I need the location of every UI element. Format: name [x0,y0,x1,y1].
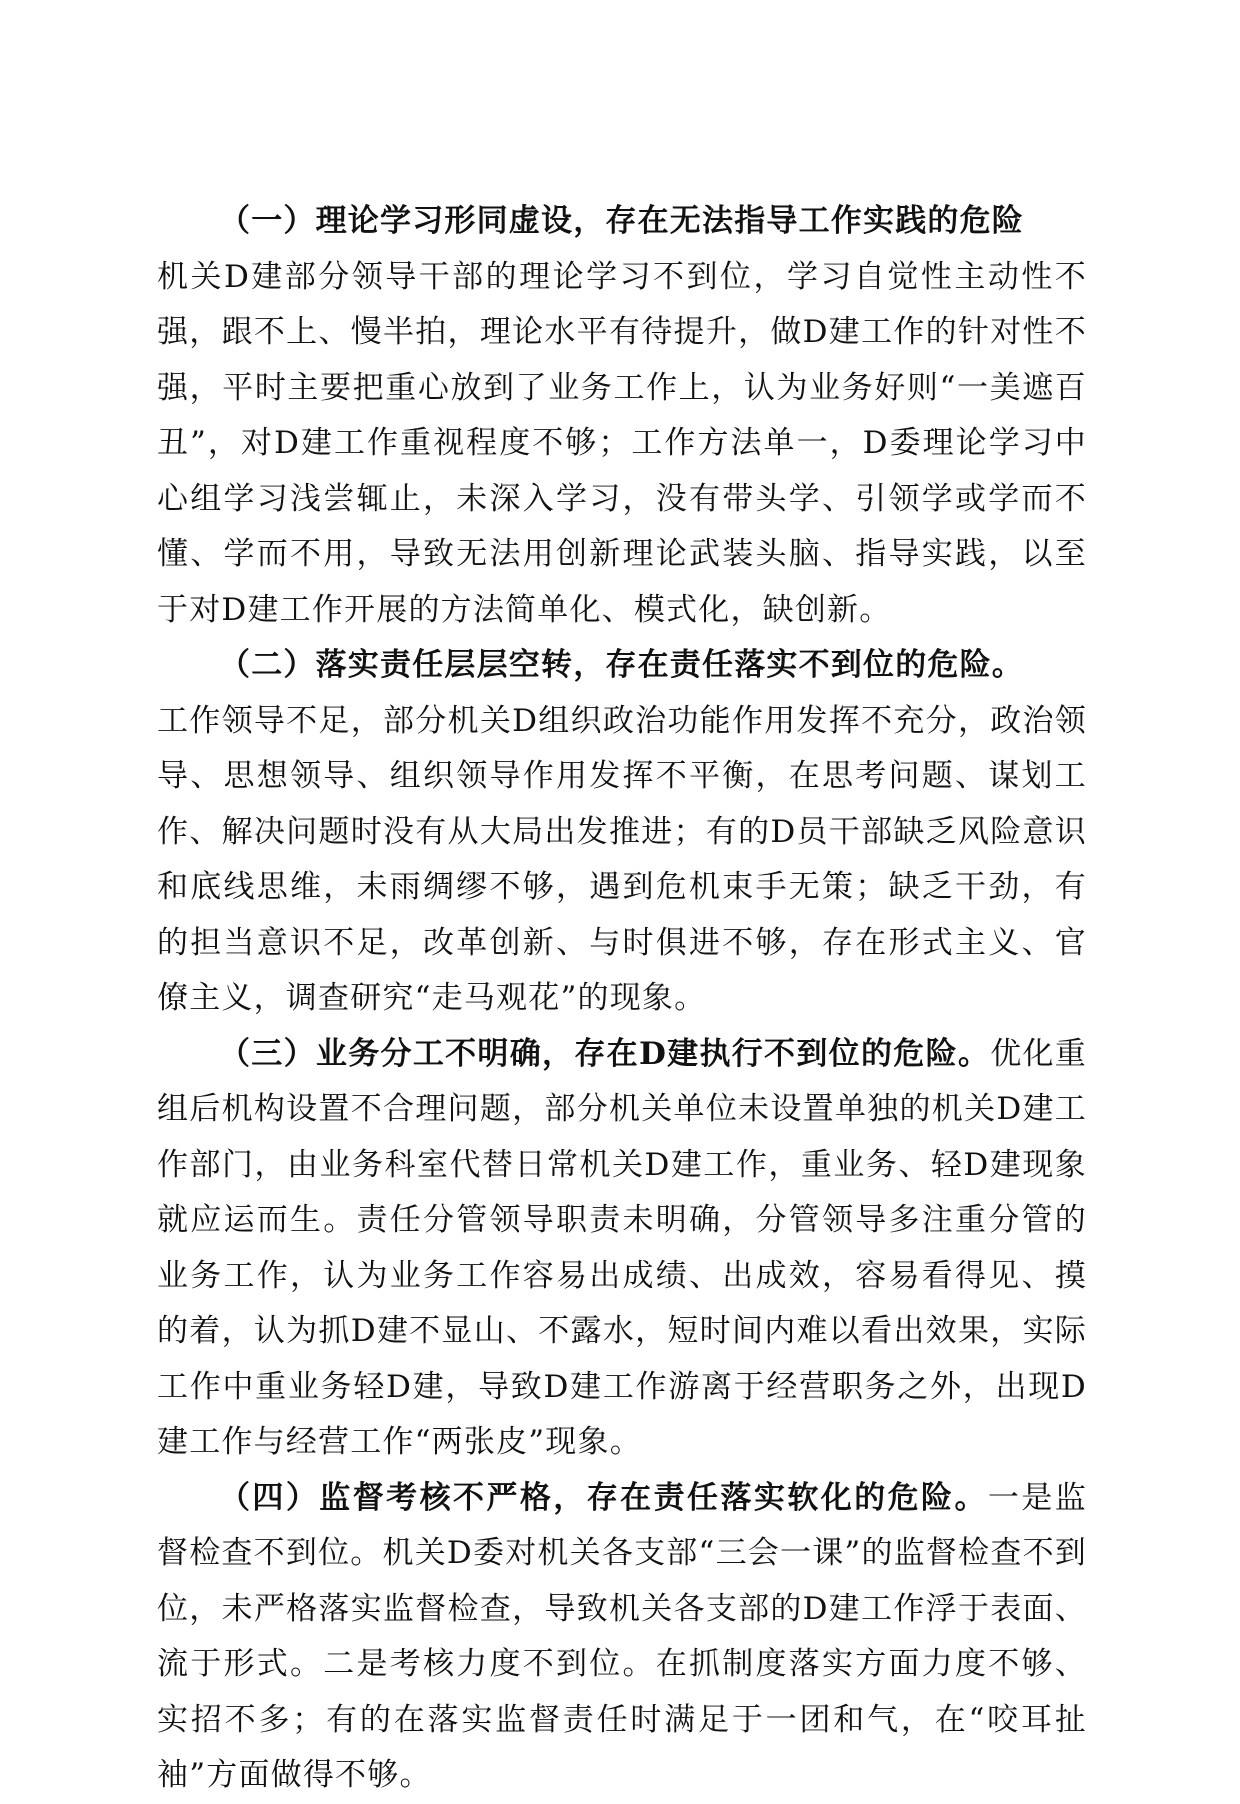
section-2 [157,638,1087,694]
section-heading: （三）业务分工不明确，存在D建执行不到位的危险。 [219,1035,991,1072]
section-1-body [157,250,1087,639]
section-heading: （四）监督考核不严格，存在责任落实软化的危险。 [219,1479,988,1516]
section-heading: （一）理论学习形同虚设，存在无法指导工作实践的危险 [219,203,1024,239]
section-1 [157,194,1087,250]
document-body [157,194,1087,1804]
section-body: 一是监督检查不到位。机关D委对机关各支部“三会一课”的监督检查不到位，未严格落实监督检查，导致机关各支部的D建工作浮于表面、流于形式。二是考核力度不到位。在抓制度落实方面力度不够、实招不多；有的在落实监督责任时满足于一团和气，在“咬耳扯袖”方面做得不够。 [157,1479,1087,1793]
section-body: 优化重组后机构设置不合理问题，部分机关单位未设置单独的机关D建工作部门，由业务科室代替日常机关D建工作，重业务、轻D建现象就应运而生。责任分管领导职责未明确，分管领导多注重分管的业务工作，认为业务工作容易出成绩、出成效，容易看得见、摸的着，认为抓D建不显山、不露水，短时间内难以看出效果，实际工作中重业务轻D建，导致D建工作游离于经营职务之外，出现D建工作与经营工作“两张皮”现象。 [157,1035,1087,1460]
section-3 [157,1027,1087,1471]
section-heading: （二）落实责任层层空转，存在责任落实不到位的危险。 [219,647,1024,683]
section-body: 工作领导不足，部分机关D组织政治功能作用发挥不充分，政治领导、思想领导、组织领导作用发挥不平衡，在思考问题、谋划工作、解决问题时没有从大局出发推进；有的D员干部缺乏风险意识和底线思维，未雨绸缪不够，遇到危机束手无策；缺乏干劲，有的担当意识不足，改革创新、与时俱进不够，存在形式主义、官僚主义，调查研究“走马观花”的现象。 [157,702,1087,1016]
section-2-body [157,694,1087,1027]
section-body: 机关D建部分领导干部的理论学习不到位，学习自觉性主动性不强，跟不上、慢半拍，理论水平有待提升，做D建工作的针对性不强，平时主要把重心放到了业务工作上，认为业务好则“一美遮百丑”，对D建工作重视程度不够；工作方法单一，D委理论学习中心组学习浅尝辄止，未深入学习，没有带头学、引领学或学而不懂、学而不用，导致无法用创新理论武装头脑、指导实践，以至于对D建工作开展的方法简单化、模式化，缺创新。 [157,258,1087,628]
